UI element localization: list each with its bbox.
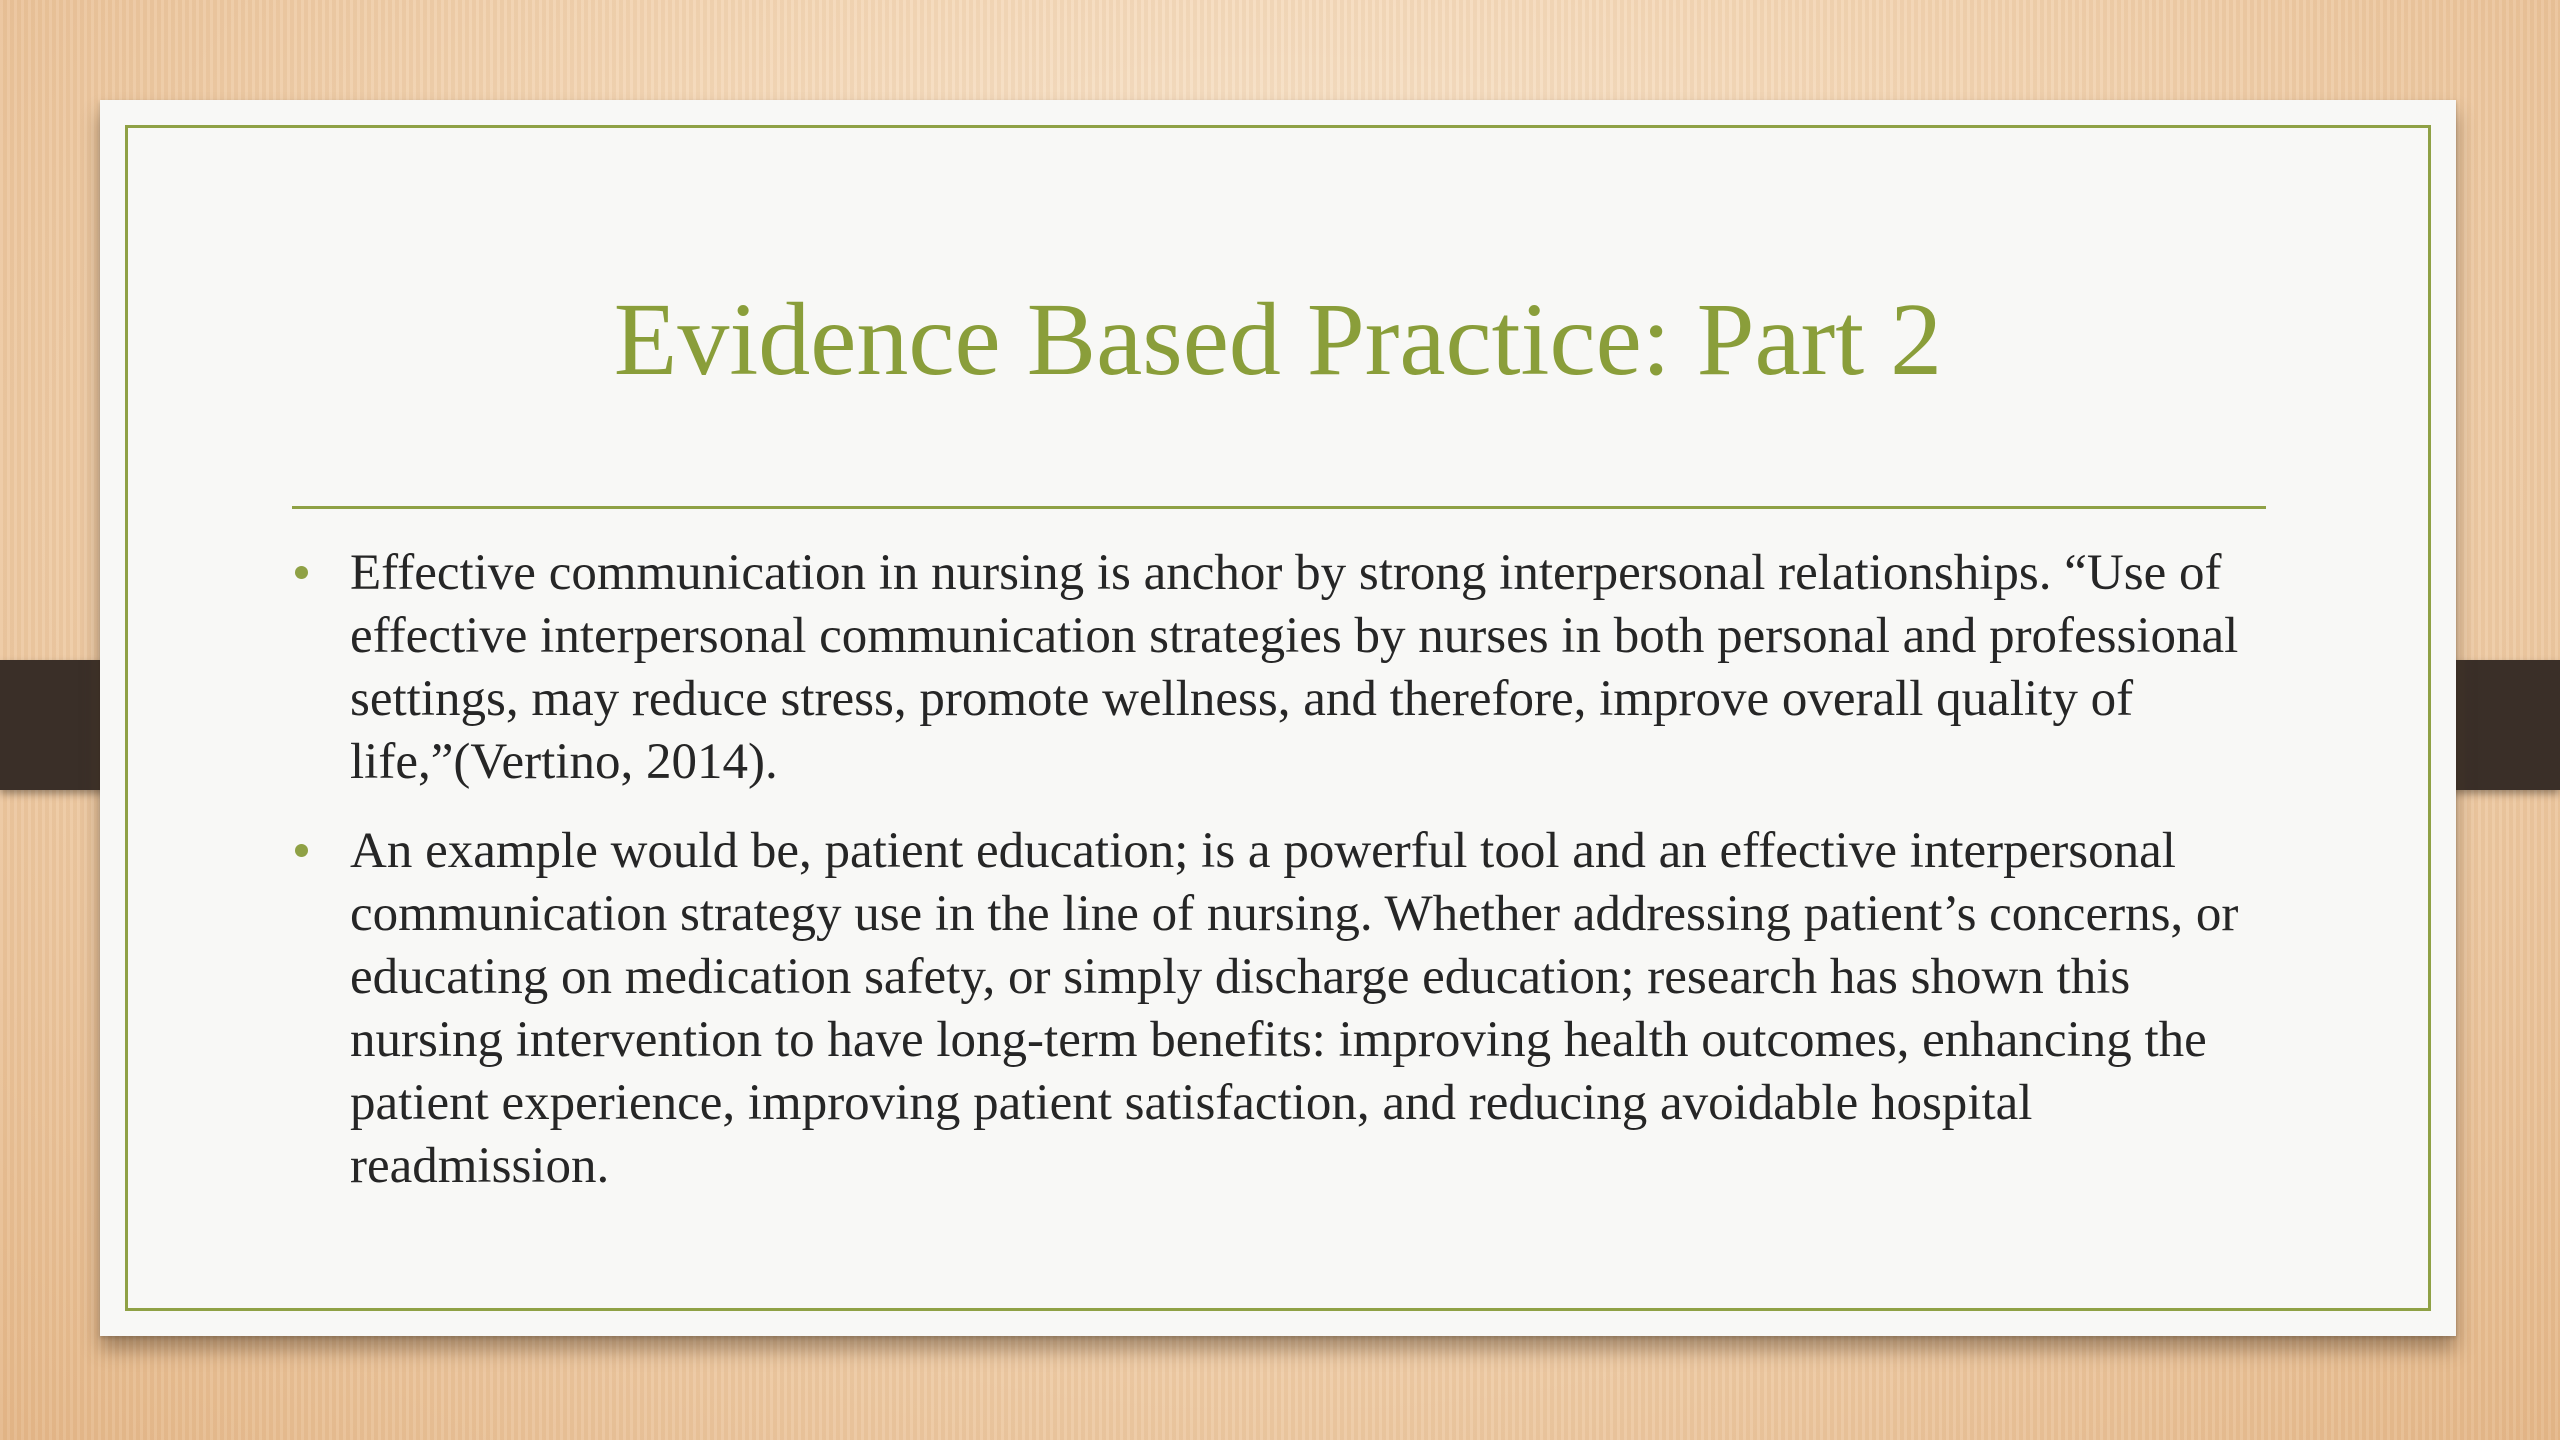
- bullet-item: [350, 820, 2276, 1198]
- bullet-text: An example would be, patient education; is a powerful tool and an effective interpersonal communication strategy use in the line of nursing. Whether addressing patient’s concerns, or educating on medication safety, or simply discharge education; research has shown this nursing intervention to have long-term benefits: improving health outcomes, enhancing the patient experience, improving patient satisfaction, and reducing avoidable hospital readmission.: [350, 823, 2239, 1194]
- bullet-dot-icon: [295, 566, 308, 579]
- bullet-text: Effective communication in nursing is anchor by strong interpersonal relationships. “Use of effective interpersonal communication strategies by nurses in both personal and professional settings, may reduce stress, promote wellness, and therefore, improve overall quality of life,”(Vertino, 2014).: [350, 545, 2239, 790]
- bullet-list: [350, 542, 2276, 1224]
- slide: [100, 100, 2456, 1336]
- slide-title: Evidence Based Practice: Part 2: [613, 282, 1943, 397]
- bullet-item: [350, 542, 2276, 794]
- bullet-dot-icon: [295, 844, 308, 857]
- title-divider: [292, 506, 2266, 509]
